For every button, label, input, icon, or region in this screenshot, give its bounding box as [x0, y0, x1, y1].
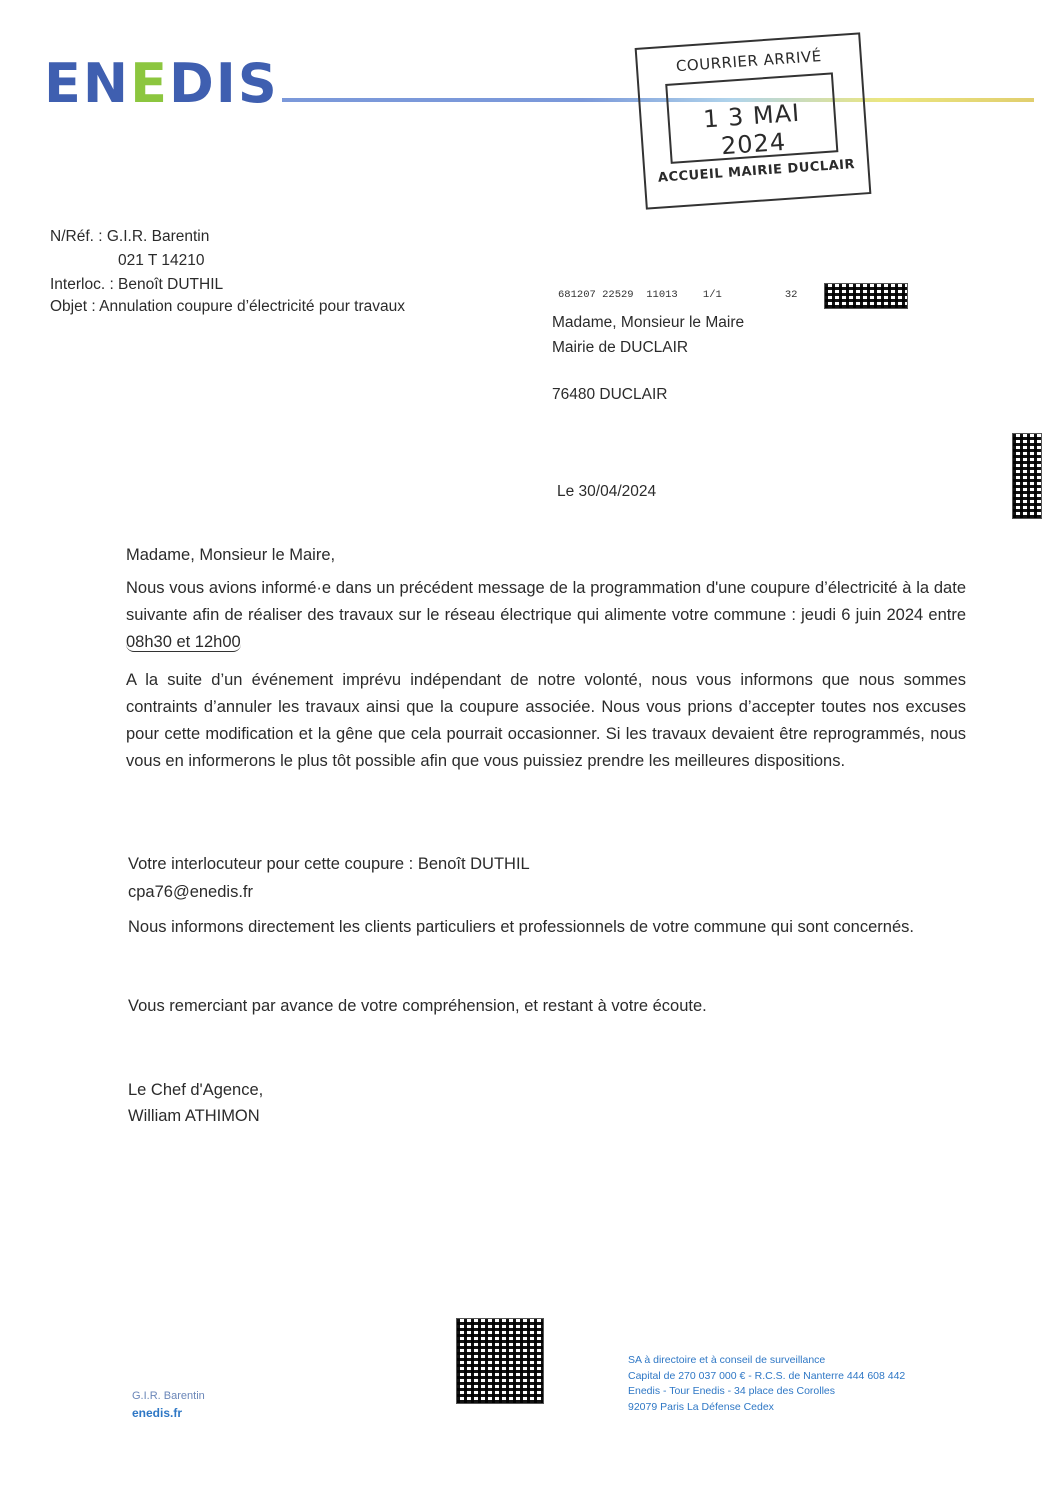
letter-date: Le 30/04/2024: [557, 483, 657, 500]
footer-legal-line-4: 92079 Paris La Défense Cedex: [628, 1400, 774, 1413]
stamp-date: 1 3 MAI 2024: [702, 98, 802, 161]
footer-legal-line-2: Capital de 270 037 000 € - R.C.S. de Nanterre 444 608 442: [628, 1369, 906, 1382]
qr-code-icon: [456, 1318, 544, 1404]
footer-website: enedis.fr: [132, 1406, 183, 1420]
footer-legal-line-1: SA à directoire et à conseil de surveillance: [628, 1354, 826, 1366]
signature-title: Le Chef d'Agence,: [128, 1081, 264, 1099]
paragraph-3: Nous informons directement les clients particuliers et professionnels de votre commune qui sont concernés.: [128, 918, 914, 936]
mail-code: 681207 22529 11013 1/1 32: [558, 289, 798, 301]
salutation: Madame, Monsieur le Maire,: [126, 546, 336, 564]
recipient-line-2: Mairie de DUCLAIR: [552, 339, 689, 356]
recipient-line-1: Madame, Monsieur le Maire: [552, 314, 745, 331]
logo-part-2: E: [130, 52, 169, 115]
logo-part-3: DIS: [168, 52, 279, 115]
enedis-logo: [44, 52, 279, 115]
datamatrix-icon: [1012, 433, 1042, 519]
reception-stamp: [635, 32, 872, 209]
stamp-date-box: [665, 72, 838, 164]
ref-line-1: N/Réf. : G.I.R. Barentin: [50, 228, 210, 245]
paragraph-2: A la suite d’un événement imprévu indépendant de notre volonté, nous vous informons que nous sommes contraints d’annuler les travaux ainsi que la coupure associée. Nous vous prions d’accepter toutes nos excuses pour cette modification et la gêne que cela pourrait occasionner. Si les travaux devaient être reprogrammés, nous vous en informerons le plus tôt possible afin que vous puissiez prendre les meilleures dispositions.: [126, 671, 966, 770]
paragraph-1: [126, 575, 966, 656]
ref-line-3: Interloc. : Benoît DUTHIL: [50, 276, 224, 293]
footer-agency: G.I.R. Barentin: [132, 1390, 205, 1402]
ref-line-2: 021 T 14210: [118, 252, 205, 269]
barcode-icon: [824, 283, 908, 309]
signature-name: William ATHIMON: [128, 1107, 260, 1125]
logo-part-1: EN: [44, 52, 131, 115]
footer-legal: [628, 1353, 905, 1415]
paragraph-4: Vous remerciant par avance de votre compréhension, et restant à votre écoute.: [128, 997, 707, 1015]
stamp-bottom-text: ACCUEIL MAIRIE DUCLAIR: [657, 157, 856, 186]
footer-legal-line-3: Enedis - Tour Enedis - 34 place des Corolles: [628, 1385, 836, 1397]
contact-line: Votre interlocuteur pour cette coupure : Benoît DUTHIL: [128, 855, 530, 873]
recipient-line-3: 76480 DUCLAIR: [552, 386, 668, 403]
contact-email: cpa76@enedis.fr: [128, 883, 253, 901]
paragraph-1-text: Nous vous avions informé·e dans un précédent message de la programmation d'une coupure d’électricité à la date suivante afin de réaliser des travaux sur le réseau électrique qui alimente votre commune : jeudi 6 juin 2024 entre: [126, 579, 966, 624]
paragraph-1-time: 08h30 et 12h00: [126, 633, 241, 651]
ref-line-4: Objet : Annulation coupure d’électricité pour travaux: [50, 298, 405, 315]
stamp-top-text: COURRIER ARRIVÉ: [675, 47, 823, 76]
